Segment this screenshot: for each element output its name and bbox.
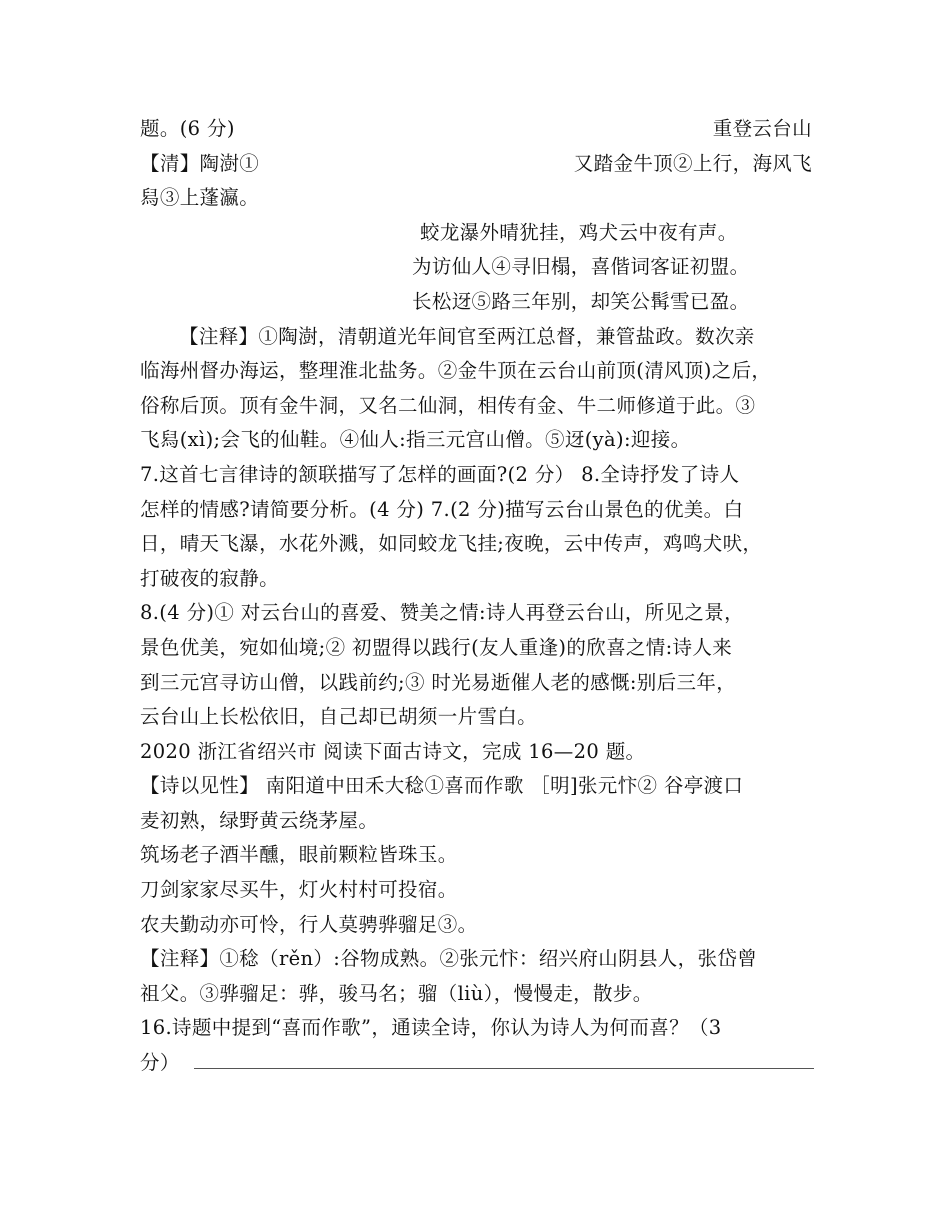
- poem-text-line: 刀剑家家尽买牛，灯火村村可投宿。: [140, 878, 458, 902]
- annotation-line: 祖父。③骅骝足：骅，骏马名；骝（liù），慢慢走，散步。: [140, 981, 653, 1005]
- poem-title: 重登云台山: [712, 117, 812, 140]
- question-16-score: 分）: [140, 1051, 180, 1075]
- poem-heading-line: 【诗以见性】 南阳道中田禾大稔①喜而作歌 ［明]张元忭② 谷亭渡口: [140, 774, 744, 798]
- question-score: 题。(6 分): [140, 117, 235, 140]
- answer-line: 8.(4 分)① 对云台山的喜爱、赞美之情:诗人再登云台山，所见之景，: [140, 601, 744, 625]
- exam-source-line: 2020 浙江省绍兴市 阅读下面古诗文，完成 16—20 题。: [140, 739, 646, 763]
- answer-line: 云台山上长松依旧，自己却已胡须一片雪白。: [140, 705, 538, 729]
- poem-line-3: 为访仙人④寻旧榻，喜偕词客证初盟。: [412, 255, 750, 279]
- question-16-line: 16.诗题中提到“喜而作歌”，通读全诗，你认为诗人为何而喜？（3: [140, 1016, 722, 1040]
- question-header-row: [140, 112, 812, 147]
- answer-blank-line: [194, 1046, 814, 1069]
- annotation-line: 【注释】①稔（rěn）:谷物成熟。②张元忭：绍兴府山阴县人，张岱曾: [140, 947, 758, 971]
- annotation-line: 临海州督办海运，整理淮北盐务。②金牛顶在云台山前顶(清风顶)之后，: [140, 359, 772, 383]
- answer-line: 打破夜的寂静。: [140, 566, 279, 590]
- question-line: 怎样的情感?请简要分析。(4 分) 7.(2 分)描写云台山景色的优美。白: [140, 497, 744, 521]
- answer-line: 日，晴天飞瀑，水花外溅，如同蛟龙飞挂;夜晚，云中传声，鸡鸣犬吠，: [140, 532, 763, 556]
- document-page: [140, 112, 812, 1081]
- annotation-line: 飞舄(xì);会飞的仙鞋。④仙人:指三元宫山僧。⑤迓(yà):迎接。: [140, 428, 691, 452]
- poem-line-1a: 又踏金牛顶②上行，海风飞: [573, 151, 812, 175]
- annotation-line: 俗称后顶。顶有金牛洞，又名二仙洞，相传有金、牛二师修道于此。③: [140, 393, 756, 417]
- poem-text-line: 筑场老子酒半醺，眼前颗粒皆珠玉。: [140, 843, 458, 867]
- poem-author: 【清】陶澍①: [140, 151, 260, 175]
- author-row: [140, 147, 812, 182]
- poem-text-line: 农夫勤动亦可怜，行人莫骋骅骝足③。: [140, 912, 478, 936]
- poem-line-2: 蛟龙瀑外晴犹挂，鸡犬云中夜有声。: [420, 220, 738, 244]
- annotation-line: 【注释】①陶澍，清朝道光年间官至两江总督，兼管盐政。数次亲: [179, 324, 755, 348]
- poem-text-line: 麦初熟，绿野黄云绕茅屋。: [140, 808, 379, 832]
- poem-line-4: 长松迓⑤路三年别，却笑公髯雪已盈。: [412, 289, 750, 313]
- answer-line: 景色优美，宛如仙境;② 初盟得以践行(友人重逢)的欣喜之情:诗人来: [140, 635, 733, 659]
- poem-line-1b: 舄③上蓬瀛。: [140, 186, 260, 210]
- question-line: 7.这首七言律诗的颔联描写了怎样的画面?(2 分） 8.全诗抒发了诗人: [140, 462, 740, 486]
- answer-blank-row: [140, 1046, 812, 1081]
- answer-line: 到三元宫寻访山僧，以践前约;③ 时光易逝催人老的感慨:别后三年，: [140, 670, 737, 694]
